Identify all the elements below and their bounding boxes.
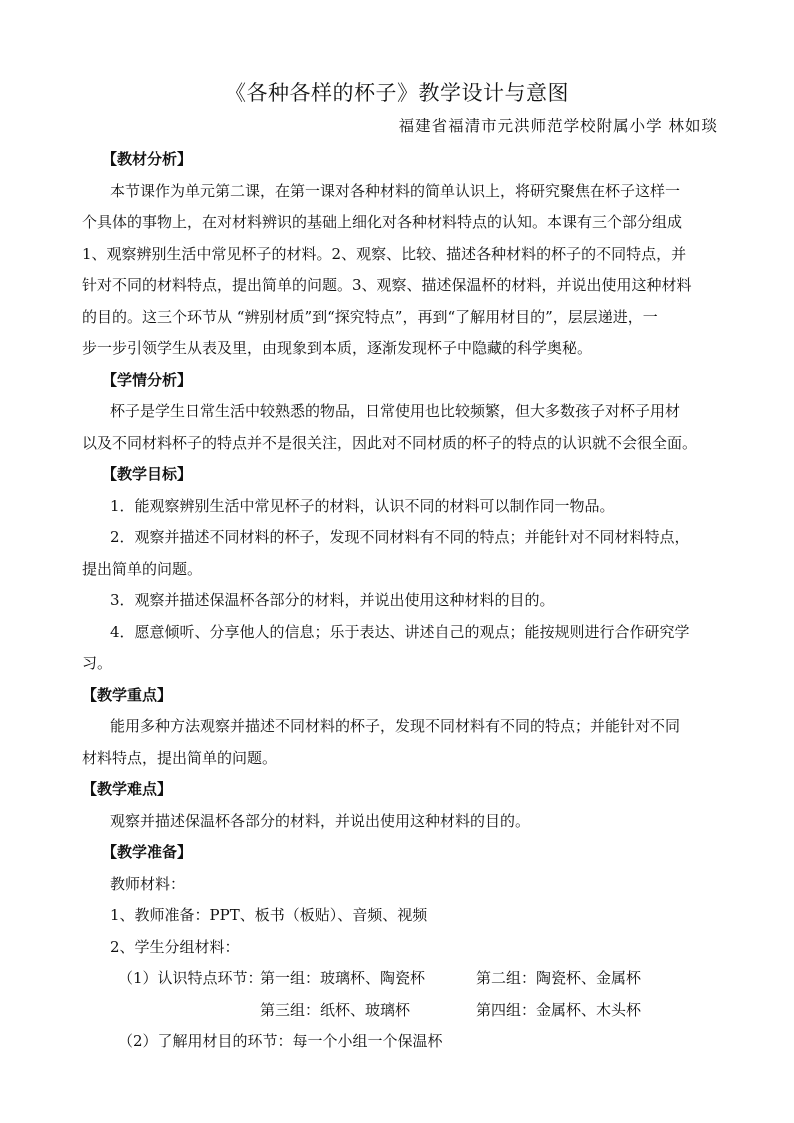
section-heading-materials: 【教材分析】 bbox=[102, 150, 193, 168]
paragraph-line: 1、观察辨别生活中常见杯子的材料。2、观察、比较、描述各种材料的杯子的不同特点，并 bbox=[82, 244, 687, 263]
group-3: 第三组：纸杯、玻璃杯 bbox=[260, 1000, 411, 1019]
objective-item: 3．观察并描述保温杯各部分的材料，并说出使用这种材料的目的。 bbox=[110, 591, 555, 609]
section-heading-preparation: 【教学准备】 bbox=[102, 843, 193, 861]
author-line: 福建省福清市元洪师范学校附属小学 林如琰 bbox=[398, 117, 718, 135]
teacher-materials-item: 1、教师准备：PPT、板书（板贴）、音频、视频 bbox=[110, 906, 428, 924]
objective-item: 4．愿意倾听、分享他人的信息；乐于表达、讲述自己的观点；能按规则进行合作研究学 bbox=[110, 622, 690, 641]
section-heading-key-points: 【教学重点】 bbox=[82, 685, 173, 704]
paragraph-line: 材料特点，提出简单的问题。 bbox=[82, 748, 278, 767]
group-row-2 bbox=[82, 995, 718, 1027]
objective-item-continuation: 习。 bbox=[82, 654, 113, 672]
objective-item-continuation: 提出简单的问题。 bbox=[82, 559, 203, 578]
document-body bbox=[82, 144, 718, 1058]
document-title: 《各种各样的杯子》教学设计与意图 bbox=[225, 81, 569, 105]
paragraph-line: 本节课作为单元第二课，在第一课对各种材料的简单认识上，将研究聚焦在杯子这样一 bbox=[110, 181, 681, 200]
paragraph-line: 以及不同材料杯子的特点并不是很关注，因此对不同材质的杯子的特点的认识就不会很全面。 bbox=[82, 433, 698, 452]
paragraph-line: 观察并描述保温杯各部分的材料，并说出使用这种材料的目的。 bbox=[110, 811, 531, 830]
step1-label: （1）认识特点环节： bbox=[118, 969, 263, 987]
section-heading-students: 【学情分析】 bbox=[102, 370, 193, 389]
paragraph-line: 步一步引领学生从表及里，由现象到本质，逐渐发现杯子中隐藏的科学奥秘。 bbox=[82, 339, 593, 357]
paragraph-line: 杯子是学生日常生活中较熟悉的物品，日常使用也比较频繁，但大多数孩子对杯子用材 bbox=[110, 402, 681, 420]
section-heading-difficulties: 【教学难点】 bbox=[82, 780, 173, 798]
paragraph-line: 能用多种方法观察并描述不同材料的杯子，发现不同材料有不同的特点；并能针对不同 bbox=[110, 717, 681, 735]
objective-item: 1．能观察辨别生活中常见杯子的材料，认识不同的材料可以制作同一物品。 bbox=[110, 496, 615, 515]
group-row-1 bbox=[82, 963, 718, 995]
group-4: 第四组：金属杯、木头杯 bbox=[476, 1000, 642, 1019]
paragraph-line: 个具体的事物上，在对材料辨识的基础上细化对各种材料特点的认知。本课有三个部分组成 bbox=[82, 213, 683, 231]
section-heading-objectives: 【教学目标】 bbox=[102, 465, 193, 483]
group-1: 第一组：玻璃杯、陶瓷杯 bbox=[260, 969, 426, 987]
teacher-materials-label: 教师材料： bbox=[110, 874, 186, 893]
step2-line: （2）了解用材目的环节：每一个小组一个保温杯 bbox=[118, 1032, 443, 1050]
paragraph-line: 针对不同的材料特点，提出简单的问题。3、观察、描述保温杯的材料，并说出使用这种材料 bbox=[82, 276, 692, 294]
student-materials-label: 2、学生分组材料： bbox=[110, 937, 240, 956]
group-2: 第二组：陶瓷杯、金属杯 bbox=[476, 969, 642, 987]
objective-item: 2．观察并描述不同材料的杯子，发现不同材料有不同的特点；并能针对不同材料特点， bbox=[110, 528, 690, 546]
paragraph-line: 的目的。这三个环节从 “辨别材质”到“探究特点”，再到“了解用材目的”，层层递进，一 bbox=[82, 307, 658, 326]
